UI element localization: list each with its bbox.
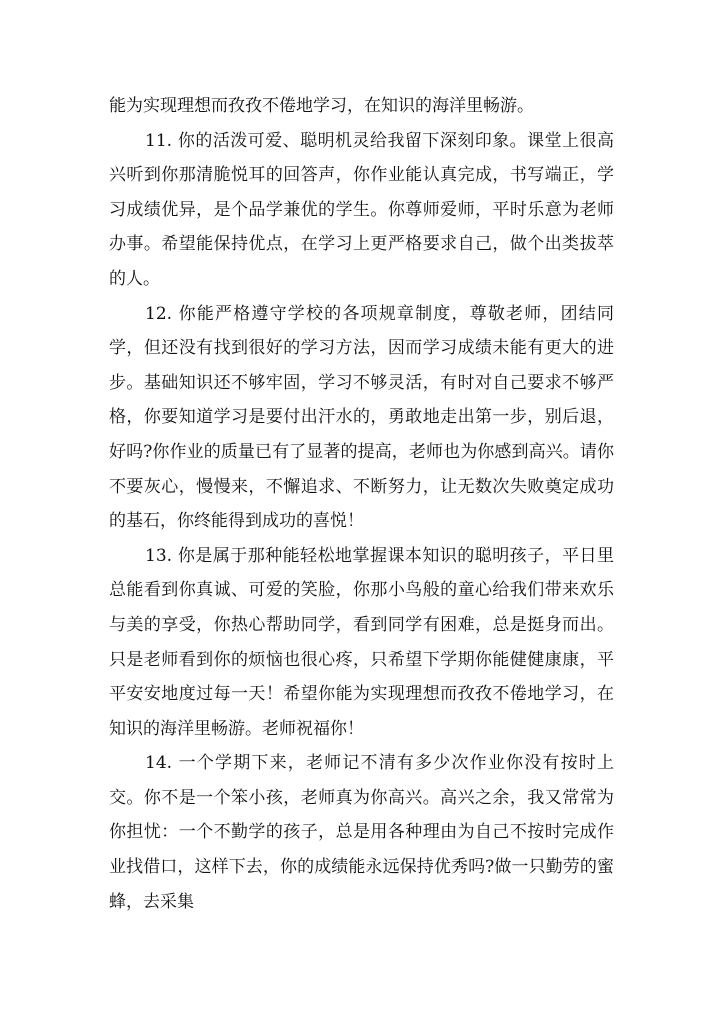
paragraph-13: 13. 你是属于那种能轻松地掌握课本知识的聪明孩子，平日里总能看到你真诚、可爱的笑脸，你那小鸟般的童心给我们带来欢乐与美的享受，你热心帮助同学，看到同学有困难，总是挺身而出。只是老师看到你的烦恼也很心疼，只希望下学期你能健健康康，平平安安地度过每一天！希望你能为实现理想而孜孜不倦地学习，在知识的海洋里畅游。老师祝福你！ xyxy=(109,545,614,739)
paragraph-12: 12. 你能严格遵守学校的各项规章制度，尊敬老师，团结同学，但还没有找到很好的学习方法，因而学习成绩未能有更大的进步。基础知识还不够牢固，学习不够灵活，有时对自己要求不够严格，你要知道学习是要付出汗水的，勇敢地走出第一步，别后退，好吗?你作业的质量已有了显著的提高，老师也为你感到高兴。请你不要灰心，慢慢来，不懈追求、不断努力，让无数次失败奠定成功的基石，你终能得到成功的喜悦！ xyxy=(109,303,614,532)
document-body xyxy=(109,89,614,919)
paragraph-14: 14. 一个学期下来，老师记不清有多少次作业你没有按时上交。你不是一个笨小孩，老师真为你高兴。高兴之余，我又常常为你担忧：一个不勤学的孩子，总是用各种理由为自己不按时完成作业找借口，这样下去，你的成绩能永远保持优秀吗?做一只勤劳的蜜蜂，去采集 xyxy=(109,753,614,912)
paragraph-continuation: 能为实现理想而孜孜不倦地学习，在知识的海洋里畅游。 xyxy=(109,96,534,116)
paragraph-11: 11. 你的活泼可爱、聪明机灵给我留下深刻印象。课堂上很高兴听到你那清脆悦耳的回答声，你作业能认真完成，书写端正，学习成绩优异，是个品学兼优的学生。你尊师爱师，平时乐意为老师办事。希望能保持优点，在学习上更严格要求自己，做个出类拔萃的人。 xyxy=(109,130,614,289)
